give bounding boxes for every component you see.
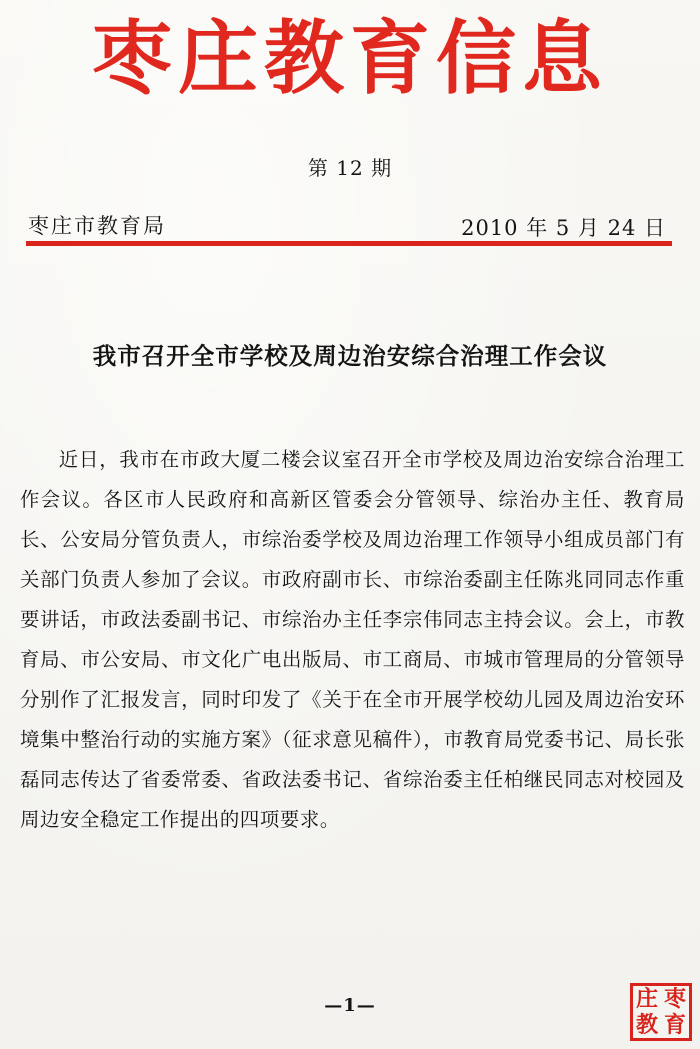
seal-char: 教 bbox=[635, 1012, 658, 1038]
seal-char: 枣 bbox=[663, 986, 686, 1012]
seal-char: 育 bbox=[663, 1012, 686, 1038]
article-paragraph: 近日，我市在市政大厦二楼会议室召开全市学校及周边治安综合治理工作会议。各区市人民政府和高新区管委会分管领导、综治办主任、教育局长、公安局分管负责人，市综治委学校及周边治理工作领导小组成员部门有关部门负责人参加了会议。市政府副市长、市综治委副主任陈兆同同志作重要讲话，市政法委副书记、市综治办主任李宗伟同志主持会议。会上，市教育局、市公安局、市文化广电出版局、市工商局、市城市管理局的分管领导分别作了汇报发言，同时印发了《关于在全市开展学校幼儿园及周边治安环境集中整治行动的实施方案》（征求意见稿件），市教育局党委书记、局长张磊同志传达了省委常委、省政法委书记、省综治委主任柏继民同志对校园及周边安全稳定工作提出的四项要求。 bbox=[20, 448, 685, 831]
seal-char: 庄 bbox=[635, 986, 658, 1012]
red-divider-line bbox=[26, 241, 672, 246]
issuer-name: 枣庄市教育局 bbox=[28, 214, 166, 238]
page-number: —1— bbox=[324, 995, 376, 1016]
issue-date: 2010 年 5 月 24 日 bbox=[461, 216, 666, 240]
masthead-title: 枣庄教育信息 bbox=[92, 11, 608, 105]
article-headline: 我市召开全市学校及周边治安综合治理工作会议 bbox=[92, 342, 608, 370]
article-body bbox=[20, 440, 685, 840]
seal-stamp bbox=[630, 983, 692, 1041]
issue-number: 第 12 期 bbox=[307, 156, 393, 180]
